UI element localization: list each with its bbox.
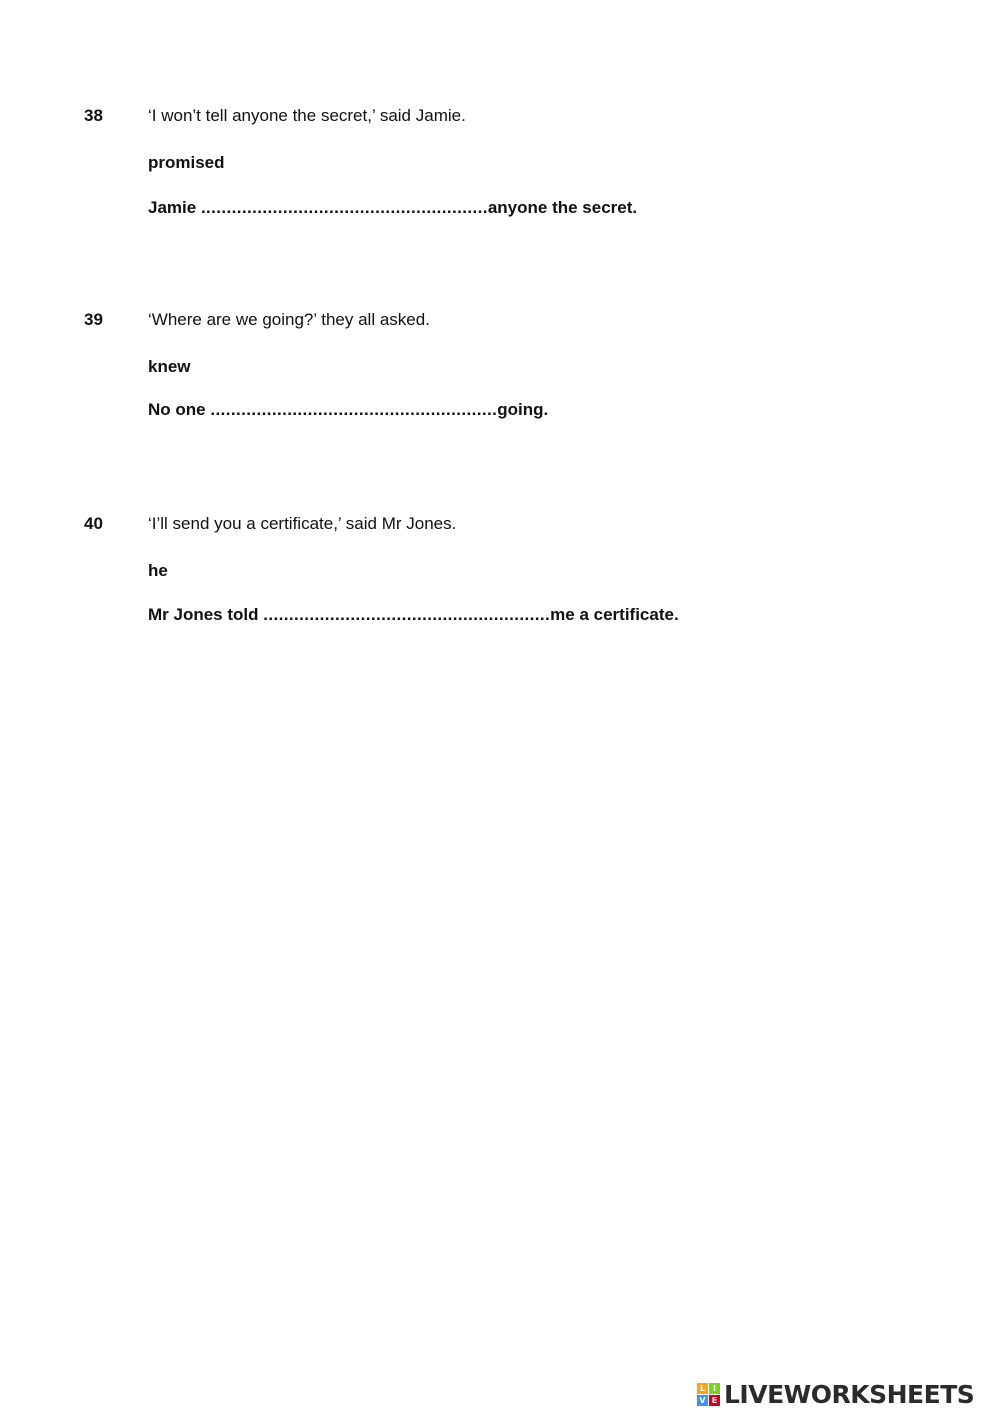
question-keyword: knew <box>148 357 191 376</box>
liveworksheets-mark-icon <box>697 1383 720 1406</box>
logo-mark-letter: L <box>697 1383 708 1394</box>
question-number: 40 <box>84 514 103 533</box>
question-number: 39 <box>84 310 103 329</box>
answer-end: going. <box>497 400 549 419</box>
answer-blank[interactable]: ........................................................ <box>200 198 488 217</box>
logo-mark-letter: E <box>709 1395 720 1406</box>
question-keyword: he <box>148 561 168 580</box>
logo-mark-letter: I <box>709 1383 720 1394</box>
liveworksheets-logo <box>697 1378 974 1410</box>
question-number: 38 <box>84 106 103 125</box>
answer-blank[interactable]: ........................................................ <box>210 400 498 419</box>
answer-start: No one <box>148 400 206 419</box>
answer-line <box>148 605 679 625</box>
answer-start: Mr Jones told <box>148 605 259 624</box>
question-keyword: promised <box>148 153 225 172</box>
question-sentence: ‘I won’t tell anyone the secret,’ said Jamie. <box>148 106 466 125</box>
question-sentence: ‘Where are we going?’ they all asked. <box>148 310 430 329</box>
answer-line <box>148 400 548 420</box>
answer-end: anyone the secret. <box>487 198 638 217</box>
answer-start: Jamie <box>148 198 197 217</box>
logo-mark-letter: V <box>697 1395 708 1406</box>
logo-text: LIVEWORKSHEETS <box>724 1379 975 1409</box>
answer-end: me a certificate. <box>550 605 679 624</box>
answer-blank[interactable]: ........................................................ <box>263 605 551 624</box>
answer-line <box>148 198 637 218</box>
question-sentence: ‘I’ll send you a certificate,’ said Mr Jones. <box>148 514 457 533</box>
